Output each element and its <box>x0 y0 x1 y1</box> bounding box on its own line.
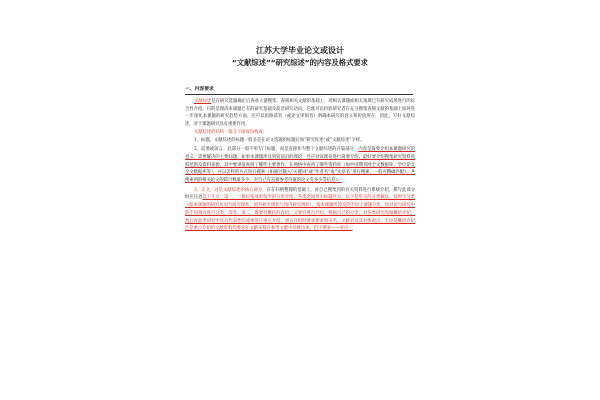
structure-intro: 文献综述的结构一般分下面成份构成： <box>194 129 268 135</box>
item-preface <box>185 146 415 185</box>
item-preface-underlined: 内容是简要介绍本课题研究的意义，需要解决的主要问题，如果本课题涉及到较前沿的理论，还应对该理论进行简要介绍。最好要介绍搜集研究资料资料范围及资料来源，其中要讲清查阅了哪些主要著作，在网络中查询了哪些资料库（如中国期刊网全文数据库、学位论文全文数据库等），并以怎样的方式进行搜索（如通过输入“关键词”或“作者名”或“文章名”进行搜索，一般可精确匹配），共搜索到的相关论文的篇目数量多少，对自己有直接参考价值的论文有多少等信息）。 <box>185 147 416 184</box>
item-body-underlined: 以下几点：第一，一般应按成果按学的分类介绍，各类之间用小标题区分，以下是常见的分类做法，按时空分类（如本课题的研究历史与研究现状、国外研究现状与国内研究现状），按本课题所涉及的不同子课题分类，按讨论与研究中的不同观点进行分类，等等。第二，既要有概括的介绍，又要有重点介绍，根据自己的分类，对各类研究先做概括介绍，然后对此类研究中具有代表性的成果进行重点介绍，重点介绍时要求要求明末名、文献名及其具体观点，无论是概括介绍还是重点介绍的文献资料均要求在文献末都在参考文献中反映出来，但不要求——对应。 <box>185 195 416 232</box>
intro-paragraph <box>185 98 415 129</box>
intro-paragraph-text: 是在研究选题确定后查看大量搜集、查阅相关文献的基础上，对相关课题或相关领域已有研究成果进行的综合性介绍，目的是理清本课题已有的研究基础及前沿研究动向，它既可以检验研究者在充分搜集查阅文献的基础上如何进一步深化本课题的研究趋势方面，还可以指路读者（或论文审阅者）明确本研究的意义和价值所在，因此，写好文献综述，对于课题研究具有重要作用。 <box>185 99 416 128</box>
document-page <box>185 0 415 400</box>
item-preface-text: 2，前要或前言。此部分一般不用专门标题，而是直接作为整个文献综述的开篇部分， <box>194 147 359 153</box>
document-title: 江苏大学毕业论文或设计 <box>256 46 344 55</box>
item-body <box>185 187 415 233</box>
item-body-heading: 3，正文，这是文献综述的核心部分， <box>194 187 267 193</box>
item-body-text: 应在归纳整理的基础上，对自己搜集到的有关资料进行系统介绍，撰写此部分时应注意 <box>185 187 416 201</box>
section-heading-content-requirements: 一、内容要求 <box>185 86 413 95</box>
item-title: 1，标题。文献综述的标题一般多是在论文选题的标题后加“研究综述”或“文献综述”字样。 <box>194 137 365 143</box>
term-literature-review: 文献综述 <box>194 99 212 104</box>
document-subtitle: “文献综述”“研究综述”的内容及格式要求 <box>232 58 368 67</box>
